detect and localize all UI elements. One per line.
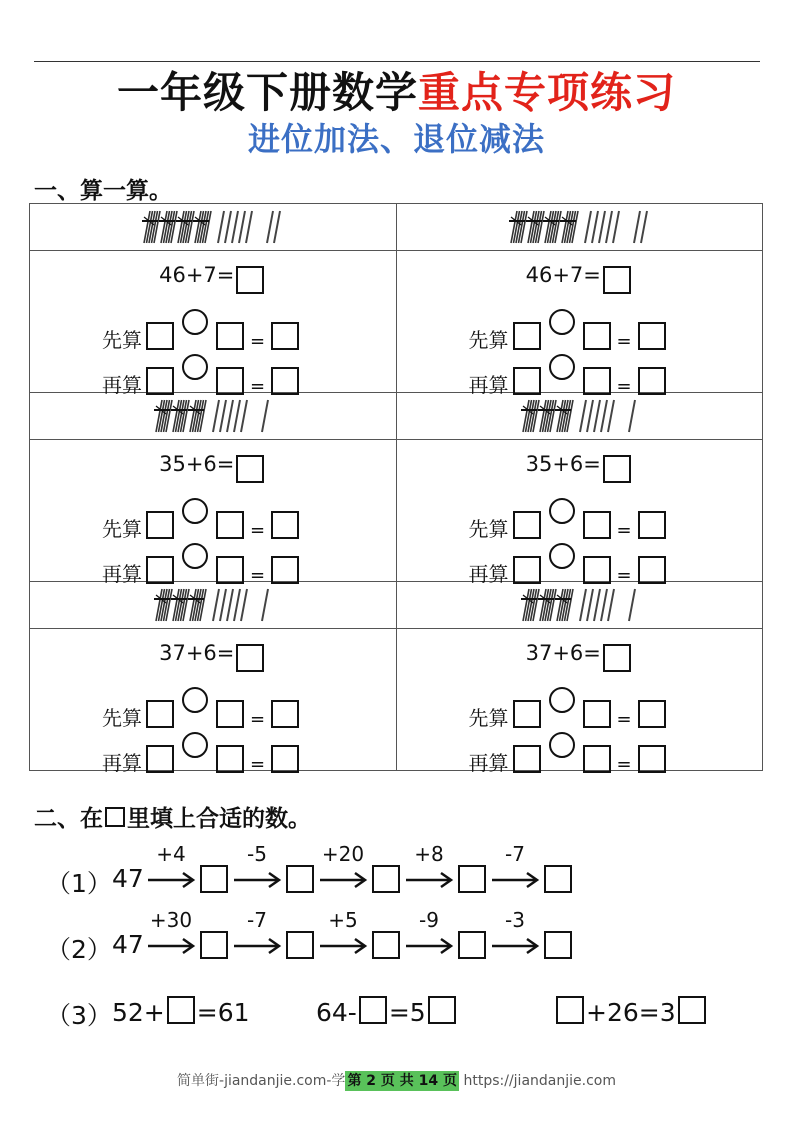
ten-bundle (521, 400, 539, 432)
single-stick (234, 589, 240, 621)
equation-text: 37+6= (159, 641, 235, 665)
arrow-right-icon (232, 936, 282, 956)
answer-box[interactable] (146, 556, 174, 584)
fill-item-a (112, 996, 250, 1027)
chain-label: （2） (46, 935, 112, 964)
answer-box[interactable] (603, 266, 631, 294)
step-row (469, 354, 668, 398)
operator-circle[interactable] (549, 687, 575, 713)
ten-bundle (560, 211, 578, 243)
answer-box[interactable] (678, 996, 706, 1024)
answer-box[interactable] (513, 511, 541, 539)
answer-box[interactable] (638, 511, 666, 539)
chain-operation: +30 (149, 908, 193, 932)
answer-box[interactable] (583, 322, 611, 350)
step-row (469, 309, 668, 353)
answer-box[interactable] (583, 556, 611, 584)
single-stick (234, 400, 240, 432)
step-row (102, 498, 301, 542)
single-stick (225, 211, 231, 243)
answer-box[interactable] (271, 556, 299, 584)
ten-bundle (509, 211, 527, 243)
chain-start: 47 (112, 930, 144, 959)
chain-link (146, 842, 236, 902)
chain-operation: +4 (156, 842, 186, 866)
single-stick (613, 211, 619, 243)
stick-bundles-icon (515, 396, 644, 436)
single-stick (634, 211, 640, 243)
step-row (102, 687, 301, 731)
operator-circle[interactable] (549, 309, 575, 335)
step-label: 先算 (102, 706, 142, 730)
single-stick (218, 211, 224, 243)
arrow-right-icon (318, 936, 368, 956)
equals-sign: = (250, 520, 266, 541)
answer-box[interactable] (146, 322, 174, 350)
answer-box[interactable] (583, 367, 611, 395)
equation-text: 35+6= (525, 452, 601, 476)
chain-start: 47 (112, 864, 144, 893)
equals-sign: = (616, 520, 632, 541)
ten-bundle (171, 400, 189, 432)
step-label: 先算 (468, 706, 509, 730)
step-row (102, 732, 301, 776)
problem-cell (30, 440, 397, 586)
answer-box[interactable] (271, 745, 299, 773)
operator-circle[interactable] (182, 498, 208, 524)
answer-box[interactable] (271, 322, 299, 350)
page-subtitle: 进位加法、退位减法 (247, 120, 545, 158)
ten-bundle (555, 589, 573, 621)
footer-left: 简单街-jiandanjie.com-学 (177, 1073, 346, 1089)
answer-box[interactable] (200, 865, 228, 893)
answer-box[interactable] (286, 865, 314, 893)
step-label: 再算 (468, 562, 509, 586)
problem-cell (30, 251, 397, 397)
answer-box[interactable] (603, 455, 631, 483)
answer-box[interactable] (583, 700, 611, 728)
ten-bundle (193, 211, 211, 243)
single-stick (594, 589, 600, 621)
step-row (469, 543, 668, 587)
equation (30, 263, 396, 294)
fill-c-suffix: +26=3 (586, 998, 676, 1027)
operator-circle[interactable] (182, 543, 208, 569)
operator-circle[interactable] (549, 498, 575, 524)
step-label: 先算 (102, 517, 142, 541)
answer-box[interactable] (513, 322, 541, 350)
title-red: 重点专项练习 (418, 68, 677, 117)
single-stick (267, 211, 273, 243)
ten-bundle (159, 211, 177, 243)
problem-row (30, 251, 763, 393)
answer-box[interactable] (544, 931, 572, 959)
equation-text: 35+6= (159, 452, 235, 476)
step-label: 再算 (102, 751, 142, 775)
chain-operation: +20 (321, 842, 365, 866)
square-icon (105, 807, 125, 827)
single-stick (601, 400, 607, 432)
chain-link (232, 908, 322, 968)
section2-heading-a: 二、在 (34, 806, 103, 832)
answer-box[interactable] (271, 511, 299, 539)
page-number: 第 2 页 共 14 页 (347, 1073, 458, 1089)
fill-a-suffix: =61 (196, 998, 250, 1027)
answer-box[interactable] (271, 367, 299, 395)
problem (30, 629, 396, 775)
operator-circle[interactable] (182, 309, 208, 335)
answer-box[interactable] (544, 865, 572, 893)
chain-operation: +8 (414, 842, 444, 866)
answer-box[interactable] (359, 996, 387, 1024)
chain-label: （1） (46, 869, 112, 898)
answer-box[interactable] (236, 644, 264, 672)
equals-sign: = (616, 376, 632, 397)
footer (0, 1070, 793, 1090)
step-label: 再算 (468, 751, 509, 775)
bundle-cell (396, 582, 763, 629)
step-row (102, 309, 301, 353)
operator-circle[interactable] (549, 732, 575, 758)
single-stick (262, 400, 268, 432)
answer-box[interactable] (146, 745, 174, 773)
single-stick (606, 211, 612, 243)
equation (397, 641, 763, 672)
step-row (102, 354, 301, 398)
equals-sign: = (616, 565, 632, 586)
equation-text: 37+6= (525, 641, 601, 665)
step-label: 再算 (102, 373, 142, 397)
ten-bundle (188, 400, 206, 432)
fill-b-mid: =5 (388, 998, 426, 1027)
stick-bundles-icon (148, 396, 277, 436)
answer-box[interactable] (513, 556, 541, 584)
answer-box[interactable] (216, 511, 244, 539)
stick-bundles-icon (148, 585, 277, 625)
picture-row (30, 204, 763, 251)
ten-bundle (526, 211, 544, 243)
answer-box[interactable] (458, 865, 486, 893)
single-stick (580, 589, 586, 621)
answer-box[interactable] (236, 266, 264, 294)
equals-sign: = (616, 709, 632, 730)
single-stick (239, 211, 245, 243)
ten-bundle (538, 400, 556, 432)
single-stick (213, 400, 219, 432)
answer-box[interactable] (638, 745, 666, 773)
answer-box[interactable] (236, 455, 264, 483)
ten-bundle (142, 211, 160, 243)
answer-box[interactable] (146, 511, 174, 539)
chain-operation: -5 (247, 842, 267, 866)
bundle-picture (397, 582, 763, 628)
ten-bundle (555, 400, 573, 432)
arrow-right-icon (404, 936, 454, 956)
problem-cell (30, 629, 397, 775)
chain-link (146, 908, 236, 968)
answer-box[interactable] (372, 931, 400, 959)
chain-operation: -3 (505, 908, 525, 932)
answer-box[interactable] (216, 322, 244, 350)
chain-link (404, 908, 494, 968)
step-label: 再算 (468, 373, 509, 397)
picture-row (30, 393, 763, 440)
operator-circle[interactable] (182, 354, 208, 380)
single-stick (601, 589, 607, 621)
fill-a-prefix: 52+ (112, 998, 165, 1027)
step-row (469, 498, 668, 542)
chain-link (490, 842, 580, 902)
problem-row (30, 440, 763, 582)
equals-sign: = (616, 754, 632, 775)
answer-box[interactable] (286, 931, 314, 959)
arrow-right-icon (146, 870, 196, 890)
equals-sign: = (250, 754, 266, 775)
operator-circle[interactable] (549, 354, 575, 380)
single-stick (592, 211, 598, 243)
answer-box[interactable] (216, 367, 244, 395)
chain-operation: +5 (328, 908, 358, 932)
single-stick (629, 400, 635, 432)
answer-box[interactable] (216, 745, 244, 773)
answer-box[interactable] (428, 996, 456, 1024)
equals-sign: = (250, 565, 266, 586)
answer-box[interactable] (372, 865, 400, 893)
equals-sign: = (250, 376, 266, 397)
chain-link (232, 842, 322, 902)
page-title (0, 60, 793, 120)
answer-box[interactable] (513, 745, 541, 773)
single-stick (213, 589, 219, 621)
equals-sign: = (250, 709, 266, 730)
section1-heading: 一、算一算。 (34, 178, 172, 204)
ten-bundle (538, 589, 556, 621)
problem-cell (396, 440, 763, 586)
bundle-picture (30, 204, 396, 250)
arrow-right-icon (146, 936, 196, 956)
chain-operation: -7 (247, 908, 267, 932)
bundle-picture (397, 393, 763, 439)
bundle-cell (30, 393, 397, 440)
problem (397, 629, 763, 775)
arrow-right-icon (490, 870, 540, 890)
answer-box[interactable] (513, 367, 541, 395)
chain-link (318, 908, 408, 968)
section2-heading-b: 里填上合适的数。 (127, 806, 311, 832)
arrow-right-icon (404, 870, 454, 890)
single-stick (641, 211, 647, 243)
chain-link (318, 842, 408, 902)
stick-bundles-icon (136, 207, 289, 247)
answer-box[interactable] (603, 644, 631, 672)
single-stick (608, 589, 614, 621)
equals-sign: = (616, 331, 632, 352)
step-row (102, 543, 301, 587)
answer-box[interactable] (146, 700, 174, 728)
equation (30, 452, 396, 483)
problem-row (30, 629, 763, 771)
step-row (469, 687, 668, 731)
arrow-right-icon (318, 870, 368, 890)
answer-box[interactable] (638, 322, 666, 350)
problem (30, 440, 396, 586)
single-stick (246, 211, 252, 243)
bundle-cell (396, 393, 763, 440)
bundle-picture (397, 204, 763, 250)
answer-box[interactable] (167, 996, 195, 1024)
fill-item-b (316, 996, 458, 1027)
operator-circle[interactable] (182, 687, 208, 713)
single-stick (274, 211, 280, 243)
equation-text: 46+7= (159, 263, 235, 287)
fill-label: （3） (46, 1001, 112, 1030)
single-stick (599, 211, 605, 243)
single-stick (585, 211, 591, 243)
step-label: 先算 (102, 328, 142, 352)
single-stick (220, 589, 226, 621)
stick-bundles-icon (515, 585, 644, 625)
step-label: 再算 (102, 562, 142, 586)
bundle-cell (30, 582, 397, 629)
answer-box[interactable] (556, 996, 584, 1024)
ten-bundle (154, 400, 172, 432)
fill-b-prefix: 64- (316, 998, 357, 1027)
picture-row (30, 582, 763, 629)
problem (30, 251, 396, 397)
single-stick (608, 400, 614, 432)
ten-bundle (188, 589, 206, 621)
section2-heading (34, 800, 311, 833)
bundle-cell (30, 204, 397, 251)
chain-link (490, 908, 580, 968)
chain-operation: -9 (419, 908, 439, 932)
single-stick (232, 211, 238, 243)
equation (397, 452, 763, 483)
single-stick (594, 400, 600, 432)
fill-row (46, 996, 766, 1032)
answer-box[interactable] (638, 556, 666, 584)
answer-box[interactable] (271, 700, 299, 728)
single-stick (220, 400, 226, 432)
single-stick (241, 400, 247, 432)
single-stick (580, 400, 586, 432)
arrow-right-icon (490, 936, 540, 956)
footer-url: https://jiandanjie.com (463, 1073, 616, 1089)
problem-cell (396, 629, 763, 775)
problem (397, 440, 763, 586)
single-stick (587, 589, 593, 621)
problem-cell (396, 251, 763, 397)
answer-box[interactable] (216, 700, 244, 728)
answer-box[interactable] (458, 931, 486, 959)
ten-bundle (543, 211, 561, 243)
exercise-grid (29, 203, 763, 775)
single-stick (262, 589, 268, 621)
equation-text: 46+7= (525, 263, 601, 287)
answer-box[interactable] (200, 931, 228, 959)
bundle-picture (30, 393, 396, 439)
single-stick (227, 589, 233, 621)
answer-box[interactable] (638, 367, 666, 395)
fill-item-c (554, 996, 708, 1027)
single-stick (241, 589, 247, 621)
ten-bundle (176, 211, 194, 243)
step-label: 先算 (468, 517, 509, 541)
answer-box[interactable] (216, 556, 244, 584)
bundle-picture (30, 582, 396, 628)
equals-sign: = (250, 331, 266, 352)
equation (30, 641, 396, 672)
step-label: 先算 (468, 328, 509, 352)
answer-box[interactable] (638, 700, 666, 728)
chain-operation: -7 (505, 842, 525, 866)
single-stick (227, 400, 233, 432)
problem (397, 251, 763, 397)
bundle-cell (396, 204, 763, 251)
ten-bundle (154, 589, 172, 621)
ten-bundle (521, 589, 539, 621)
title-black: 一年级下册数学 (116, 68, 418, 117)
equation (397, 263, 763, 294)
single-stick (587, 400, 593, 432)
step-row (469, 732, 668, 776)
answer-box[interactable] (146, 367, 174, 395)
single-stick (629, 589, 635, 621)
operator-circle[interactable] (182, 732, 208, 758)
operator-circle[interactable] (549, 543, 575, 569)
ten-bundle (171, 589, 189, 621)
arrow-right-icon (232, 870, 282, 890)
answer-box[interactable] (583, 745, 611, 773)
chain-link (404, 842, 494, 902)
stick-bundles-icon (503, 207, 656, 247)
answer-box[interactable] (583, 511, 611, 539)
answer-box[interactable] (513, 700, 541, 728)
